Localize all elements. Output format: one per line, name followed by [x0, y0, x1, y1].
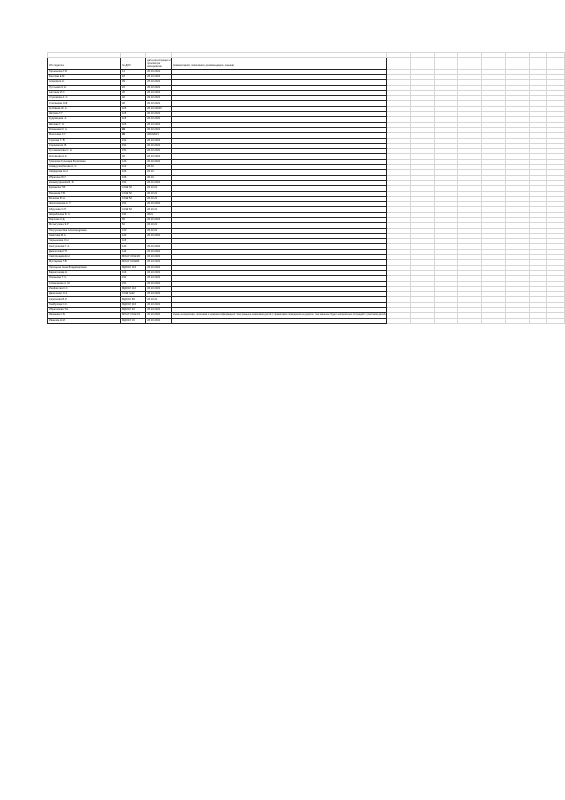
- cell-group[interactable]: 124: [121, 233, 146, 238]
- cell-name[interactable]: Гамбулова С.К.: [48, 302, 121, 307]
- cell-name[interactable]: Кантусонова Г. А.: [48, 244, 121, 249]
- cell-date[interactable]: 26.10.2021: [146, 302, 172, 307]
- cell-group[interactable]: 38: [121, 101, 146, 106]
- empty-cell[interactable]: [505, 318, 529, 323]
- cell-group[interactable]: 151: [121, 143, 146, 148]
- cell-name[interactable]: Шилова Г. Н.: [48, 122, 121, 127]
- cell-date[interactable]: 26.10.2021: [146, 143, 172, 148]
- cell-date[interactable]: 26.10.2021: [146, 112, 172, 117]
- header-group[interactable]: № ДОУ: [121, 58, 146, 69]
- cell-group[interactable]: 151: [121, 202, 146, 207]
- cell-group[interactable]: 99: [121, 133, 146, 138]
- cell-name[interactable]: Агарева Е.Н.: [48, 80, 121, 85]
- empty-cell[interactable]: [482, 318, 506, 323]
- cell-group[interactable]: 115: [121, 117, 146, 122]
- empty-cell[interactable]: [410, 318, 434, 323]
- cell-date[interactable]: 26.10.2021: [146, 286, 172, 291]
- cell-name[interactable]: Романова Т. С.: [48, 276, 121, 281]
- cell-comment[interactable]: [171, 318, 386, 323]
- cell-name[interactable]: Петрухина Яна Александровна: [48, 228, 121, 233]
- cell-group[interactable]: 113: [121, 165, 146, 170]
- cell-name[interactable]: Смотрищева Е.Н.: [48, 255, 121, 260]
- cell-date[interactable]: 26.10.2021: [146, 101, 172, 106]
- cell-date[interactable]: 26.10.2021: [146, 154, 172, 159]
- cell-group[interactable]: 18: [121, 74, 146, 79]
- cell-group[interactable]: 40: [121, 154, 146, 159]
- cell-date[interactable]: 26.10.2021: [146, 138, 172, 143]
- cell-date[interactable]: 26.10.2021: [146, 85, 172, 90]
- cell-name[interactable]: Сорокина Е. В.: [48, 143, 121, 148]
- cell-group[interactable]: 99: [121, 80, 146, 85]
- cell-group[interactable]: 151: [121, 276, 146, 281]
- cell-name[interactable]: Кислякова А.А.: [48, 154, 121, 159]
- cell-date[interactable]: 26.10.21: [146, 223, 172, 228]
- cell-date[interactable]: 26.10.2021: [146, 233, 172, 238]
- spreadsheet-table: [47, 52, 565, 324]
- cell-group[interactable]: 40: [121, 96, 146, 101]
- cell-date[interactable]: 26.10.: [146, 170, 172, 175]
- cell-name[interactable]: Жалголанова А. Т.: [48, 202, 121, 207]
- cell-name[interactable]: Даниленко О.А.: [48, 292, 121, 297]
- cell-date[interactable]: 26.10.2021: [146, 276, 172, 281]
- cell-name[interactable]: Разаеева Т.В.: [48, 191, 121, 196]
- cell-name[interactable]: Бессова Е.М.: [48, 74, 121, 79]
- empty-cell[interactable]: [547, 318, 565, 323]
- cell-date[interactable]: 26.10.2021: [146, 260, 172, 265]
- cell-name[interactable]: Якшаева С.Б.: [48, 313, 121, 318]
- cell-name[interactable]: Мустарова Т.В.: [48, 260, 121, 265]
- cell-name[interactable]: Лисицына Анна Владимировна: [48, 265, 121, 270]
- cell-group[interactable]: 115: [121, 106, 146, 111]
- cell-name[interactable]: Ахмадулиебетова А. С.: [48, 165, 121, 170]
- cell-group[interactable]: 14: [121, 69, 146, 74]
- cell-name[interactable]: Кудрявцева. А.: [48, 117, 121, 122]
- empty-cell[interactable]: [529, 318, 547, 323]
- cell-group[interactable]: 123: [121, 159, 146, 164]
- cell-name[interactable]: Хуттыева О.Н.: [48, 85, 121, 90]
- cell-name[interactable]: Джалилова Г.П.: [48, 249, 121, 254]
- cell-name[interactable]: Волкова Ю.А.: [48, 196, 121, 201]
- cell-date[interactable]: 26.10.21: [146, 207, 172, 212]
- cell-name[interactable]: Моисеева С.Г: [48, 133, 121, 138]
- cell-group[interactable]: МДОАУ 116: [121, 265, 146, 270]
- cell-group[interactable]: 36: [121, 90, 146, 95]
- cell-group[interactable]: 106: [121, 175, 146, 180]
- cell-group[interactable]: МОАУ СОШ 24: [121, 313, 146, 318]
- cell-date[interactable]: 26.10.20210: [146, 106, 172, 111]
- cell-date[interactable]: 26.10.: [146, 175, 172, 180]
- cell-date[interactable]: 26.10.21: [146, 196, 172, 201]
- cell-group[interactable]: СОШ 52: [121, 191, 146, 196]
- cell-date[interactable]: 26.10.2021: [146, 80, 172, 85]
- spreadsheet-body: [48, 53, 565, 324]
- cell-date[interactable]: 26.10.21: [146, 186, 172, 191]
- cell-date[interactable]: 26.10.2021: [146, 117, 172, 122]
- cell-name[interactable]: Стрелкова А. С.: [48, 96, 121, 101]
- cell-group[interactable]: МДОАУ 16: [121, 318, 146, 323]
- table-row: [48, 318, 565, 323]
- cell-group[interactable]: 99: [121, 127, 146, 132]
- cell-name[interactable]: Кулбаева Ж. А.: [48, 106, 121, 111]
- cell-group[interactable]: МДОАУ 116: [121, 286, 146, 291]
- cell-name[interactable]: Романова И. А.: [48, 127, 121, 132]
- cell-group[interactable]: 20: [121, 85, 146, 90]
- cell-name[interactable]: Шипова Т.Г: [48, 112, 121, 117]
- cell-name[interactable]: Абдулова О.П.: [48, 207, 121, 212]
- cell-name[interactable]: Антонюк И.С.: [48, 90, 121, 95]
- cell-date[interactable]: 26.10.2021: [146, 318, 172, 323]
- cell-date[interactable]: 26.10.2021: [146, 265, 172, 270]
- cell-group[interactable]: 52: [121, 223, 146, 228]
- cell-comment[interactable]: очень интересная, полезная и нужная информация. Чем раньше знакомим детей с правилами поведения на дороге, тем меньше будет неприятных ситуаций с участием детей.: [172, 313, 387, 317]
- cell-name[interactable]: Степанова Э.Ф.: [48, 101, 121, 106]
- cell-group[interactable]: 124: [121, 249, 146, 254]
- cell-name[interactable]: Ибрагимова Т.Н.: [48, 308, 121, 313]
- header-comment[interactable]: (комментарии, пожелания, рекомендации, оценка): [171, 58, 386, 69]
- cell-name[interactable]: Никитова М.А.: [48, 233, 121, 238]
- header-name[interactable]: ИС педагога: [48, 58, 121, 69]
- cell-date[interactable]: 26.10.2021: [146, 281, 172, 286]
- cell-group[interactable]: 123: [121, 244, 146, 249]
- cell-group[interactable]: СОШ 52: [121, 186, 146, 191]
- cell-group[interactable]: 151: [121, 212, 146, 217]
- cell-name[interactable]: Ермакова Т.В.: [48, 186, 121, 191]
- cell-date[interactable]: 26.10.2021: [146, 74, 172, 79]
- cell-date[interactable]: 26.10: [146, 165, 172, 170]
- cell-group[interactable]: МОАУ СОШ 20: [121, 255, 146, 260]
- cell-name[interactable]: Алмагарова А. М.: [48, 281, 121, 286]
- cell-group[interactable]: 151: [121, 281, 146, 286]
- cell-date[interactable]: 26.10.2021: [146, 90, 172, 95]
- cell-date[interactable]: 26.10.2021: [146, 218, 172, 223]
- cell-name[interactable]: Сурнова Т. В.: [48, 138, 121, 143]
- cell-date[interactable]: 26.10.2021: [146, 127, 172, 132]
- cell-group[interactable]: СОШ 52: [121, 207, 146, 212]
- cell-date[interactable]: 26.10.2021: [146, 202, 172, 207]
- cell-group[interactable]: МДОАУ 116: [121, 302, 146, 307]
- cell-date[interactable]: 26.10.2021: [146, 180, 172, 185]
- cell-date[interactable]: 26.10.2021: [146, 313, 172, 318]
- cell-name[interactable]: Гумерова Гульнара Булатовна: [48, 159, 121, 164]
- cell-date[interactable]: 26.10.2021: [146, 159, 172, 164]
- cell-date[interactable]: 26.10.21: [146, 191, 172, 196]
- cell-group[interactable]: 115: [121, 239, 146, 244]
- cell-date[interactable]: 26.10.21: [146, 297, 172, 302]
- cell-name[interactable]: Мотыгулина Э.Р: [48, 223, 121, 228]
- cell-group[interactable]: 123: [121, 228, 146, 233]
- cell-date[interactable]: 26.10.2021: [146, 244, 172, 249]
- cell-name[interactable]: Чернышева О.Н: [48, 239, 121, 244]
- cell-name[interactable]: Ибрагина Ю.Г.: [48, 175, 121, 180]
- cell-name[interactable]: Горшенина Г.Я.: [48, 69, 121, 74]
- cell-date[interactable]: 2021: [146, 212, 172, 217]
- cell-date[interactable]: 26.10.2021: [146, 255, 172, 260]
- cell-group[interactable]: 151: [121, 180, 146, 185]
- cell-name[interactable]: Иванова Н.М.: [48, 318, 121, 323]
- cell-name[interactable]: Шарабикова Ф. С.: [48, 212, 121, 217]
- cell-date[interactable]: 26.10.2021: [146, 122, 172, 127]
- cell-date[interactable]: 26.10.2021: [146, 292, 172, 297]
- cell-group[interactable]: 116: [121, 270, 146, 275]
- cell-name[interactable]: Хайдарова Н.Н.: [48, 170, 121, 175]
- cell-date[interactable]: 26.10.21: [146, 228, 172, 233]
- empty-cell[interactable]: [387, 318, 411, 323]
- cell-date[interactable]: 26102021: [146, 133, 172, 138]
- cell-group[interactable]: 104: [121, 170, 146, 175]
- cell-group[interactable]: 115: [121, 122, 146, 127]
- cell-group[interactable]: СОШ 52: [121, 196, 146, 201]
- cell-name[interactable]: Скрипкова В.И.: [48, 297, 121, 302]
- cell-group[interactable]: 151: [121, 149, 146, 154]
- cell-date[interactable]: 26.10.2021: [146, 69, 172, 74]
- cell-group[interactable]: МДОАУ 89: [121, 297, 146, 302]
- cell-name[interactable]: Фирсова Л.Д.: [48, 218, 121, 223]
- cell-group[interactable]: 115: [121, 112, 146, 117]
- cell-date[interactable]: 26.10.2021: [146, 270, 172, 275]
- cell-date[interactable]: 26.10.2021: [146, 308, 172, 313]
- cell-group[interactable]: 56: [121, 218, 146, 223]
- header-date[interactable]: дата регистрации и просмотра материалов: [147, 58, 171, 69]
- cell-date[interactable]: 26.10.2021: [146, 249, 172, 254]
- cell-name[interactable]: Баркетонова Н: [48, 270, 121, 275]
- cell-group[interactable]: СОШ №22: [121, 292, 146, 297]
- cell-name[interactable]: Инифатова К.С.: [48, 286, 121, 291]
- cell-name[interactable]: Низамутдинова Б. Ф.: [48, 180, 121, 185]
- empty-cell[interactable]: [458, 318, 482, 323]
- cell-group[interactable]: 151: [121, 138, 146, 143]
- header-row: [48, 58, 565, 69]
- cell-date[interactable]: 26.10.2021: [146, 149, 172, 154]
- cell-name[interactable]: Кутлахметова С. Н.: [48, 149, 121, 154]
- cell-group[interactable]: МОАУ СОШ20: [121, 260, 146, 265]
- cell-date[interactable]: 26.10.2021: [146, 96, 172, 101]
- empty-cell[interactable]: [434, 318, 458, 323]
- cell-group[interactable]: МДОАУ 40: [121, 308, 146, 313]
